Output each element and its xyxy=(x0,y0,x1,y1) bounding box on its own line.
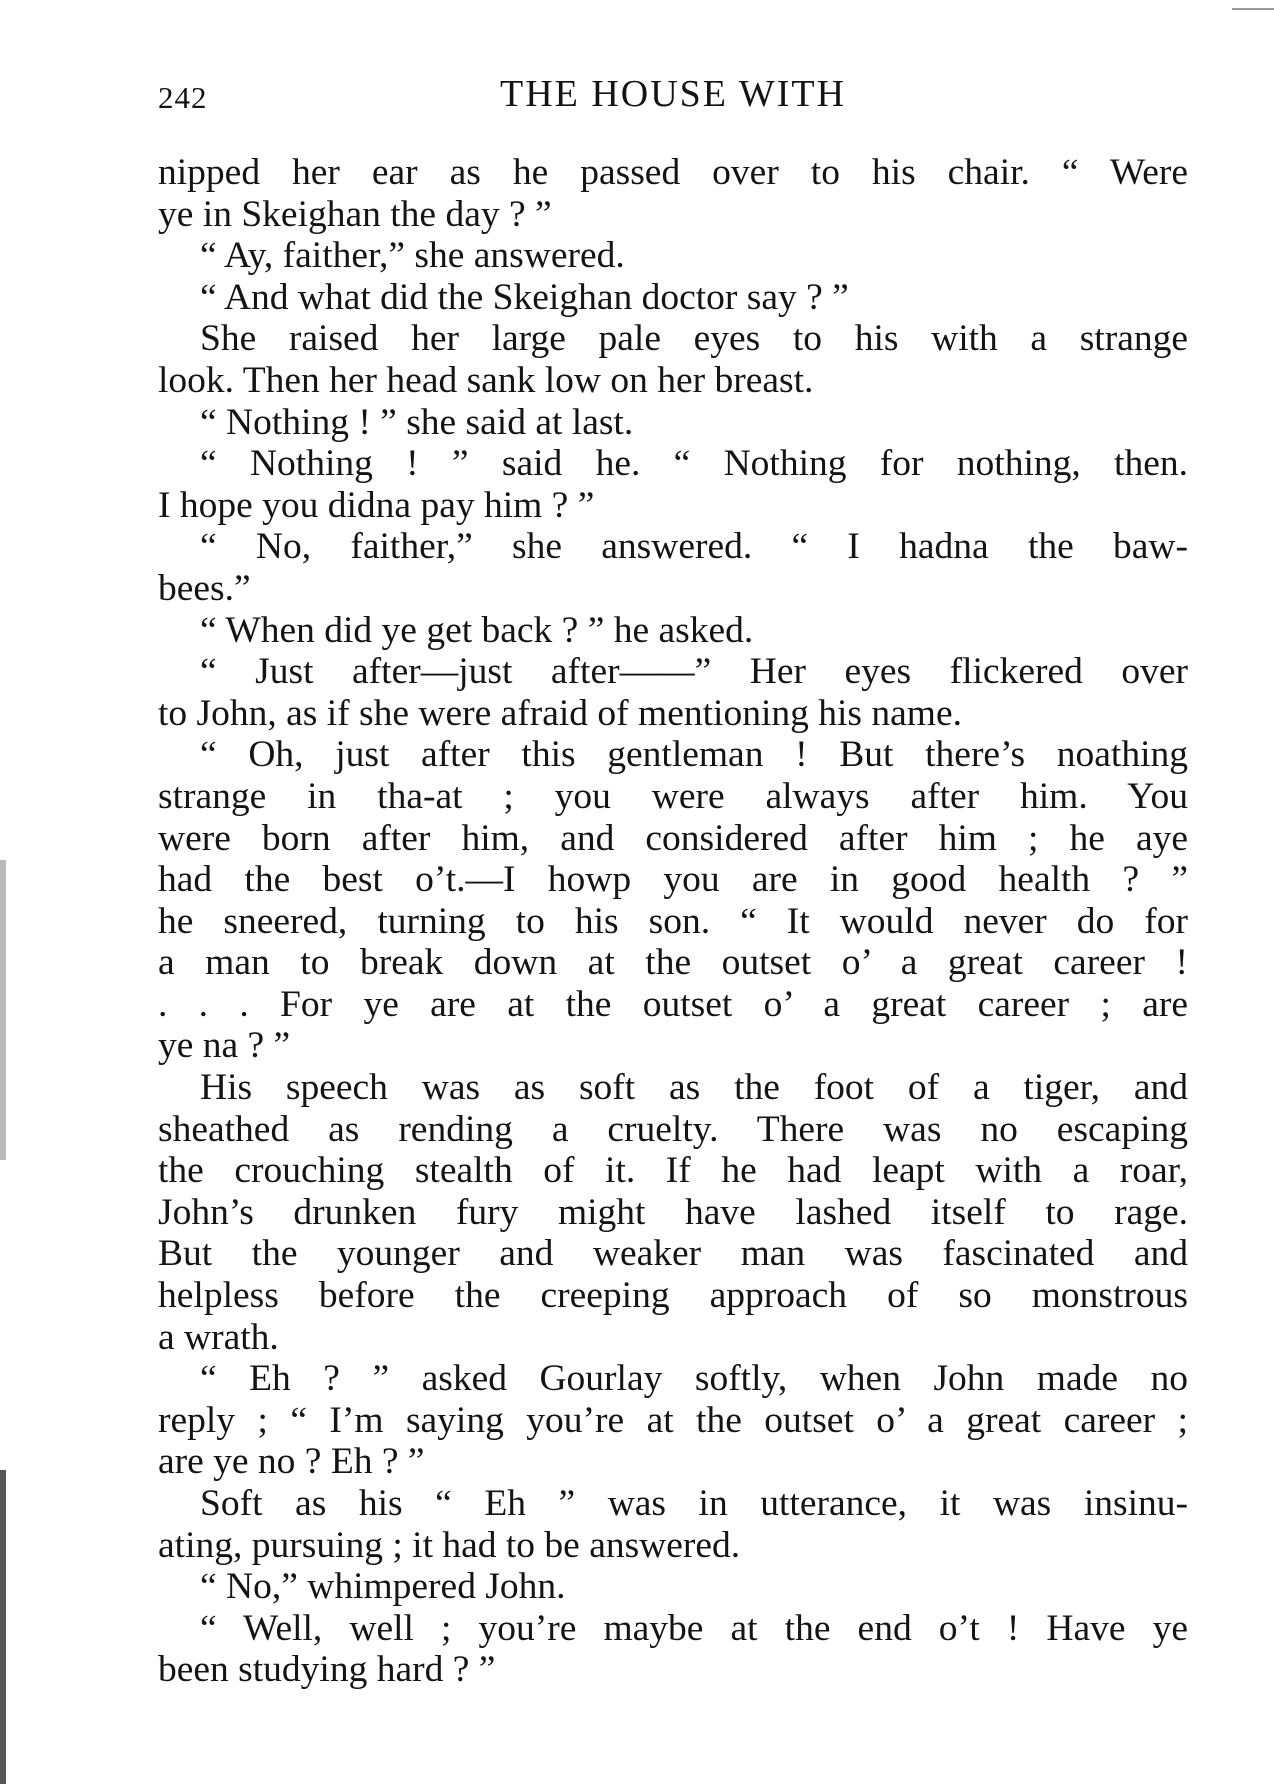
text-line: “ Well, well ; you’re maybe at the end o’t ! Have ye xyxy=(200,1607,1188,1649)
text-line: to John, as if she were afraid of mentioning his name. xyxy=(158,692,962,734)
body-text xyxy=(158,152,1188,1691)
text-line: helpless before the creeping approach of so monstrous xyxy=(158,1275,1188,1317)
text-line: the crouching stealth of it. If he had leapt with a roar, xyxy=(158,1150,1188,1192)
text-line: But the younger and weaker man was fascinated and xyxy=(158,1233,1188,1275)
text-line: ye in Skeighan the day ? ” xyxy=(158,193,552,235)
text-line: “ When did ye get back ? ” he asked. xyxy=(200,609,754,651)
text-line: were born after him, and considered after him ; he aye xyxy=(158,817,1188,859)
text-line: “ And what did the Skeighan doctor say ? ” xyxy=(200,276,849,318)
text-line: had the best o’t.—I howp you are in good health ? ” xyxy=(158,859,1188,901)
text-line: John’s drunken fury might have lashed itself to rage. xyxy=(158,1191,1188,1233)
text-line: ye na ? ” xyxy=(158,1025,291,1067)
scan-rule xyxy=(1232,8,1274,10)
text-line: “ Oh, just after this gentleman ! But there’s noathing xyxy=(200,734,1188,776)
text-line: “ Just after—just after——” Her eyes flickered over xyxy=(200,651,1188,693)
text-line: look. Then her head sank low on her breast. xyxy=(158,359,814,401)
text-line: She raised her large pale eyes to his with a strange xyxy=(200,318,1188,360)
text-line: . . . For ye are at the outset o’ a great career ; are xyxy=(158,983,1188,1025)
text-line: “ Ay, faither,” she answered. xyxy=(200,235,625,277)
text-line: I hope you didna pay him ? ” xyxy=(158,484,595,526)
page-number: 242 xyxy=(158,80,208,115)
scan-edge-shadow xyxy=(0,860,6,1160)
text-line: nipped her ear as he passed over to his chair. “ Were xyxy=(158,152,1188,193)
text-line: “ Eh ? ” asked Gourlay softly, when John made no xyxy=(200,1358,1188,1400)
text-line: “ Nothing ! ” she said at last. xyxy=(200,401,634,443)
text-line: a wrath. xyxy=(158,1316,279,1358)
text-line: “ No, faither,” she answered. “ I hadna the baw- xyxy=(200,526,1188,568)
text-line: bees.” xyxy=(158,567,251,609)
text-line: sheathed as rending a cruelty. There was no escaping xyxy=(158,1108,1188,1150)
text-line: “ Nothing ! ” said he. “ Nothing for nothing, then. xyxy=(200,443,1188,485)
page-header xyxy=(158,68,1188,118)
text-line: he sneered, turning to his son. “ It would never do for xyxy=(158,900,1188,942)
text-line: ating, pursuing ; it had to be answered. xyxy=(158,1524,741,1566)
text-line: His speech was as soft as the foot of a tiger, and xyxy=(200,1067,1188,1109)
running-head: THE HOUSE WITH xyxy=(499,73,847,115)
text-line: are ye no ? Eh ? ” xyxy=(158,1441,425,1483)
text-line: “ No,” whimpered John. xyxy=(200,1566,566,1608)
text-line: Soft as his “ Eh ” was in utterance, it was insinu- xyxy=(200,1483,1188,1524)
text-line: reply ; “ I’m saying you’re at the outset o’ a great career ; xyxy=(158,1399,1188,1441)
text-line: been studying hard ? ” xyxy=(158,1649,496,1691)
scan-edge-shadow xyxy=(0,1470,6,1784)
text-line: a man to break down at the outset o’ a great career ! xyxy=(158,942,1188,984)
text-line: strange in tha-at ; you were always after him. You xyxy=(158,775,1188,817)
